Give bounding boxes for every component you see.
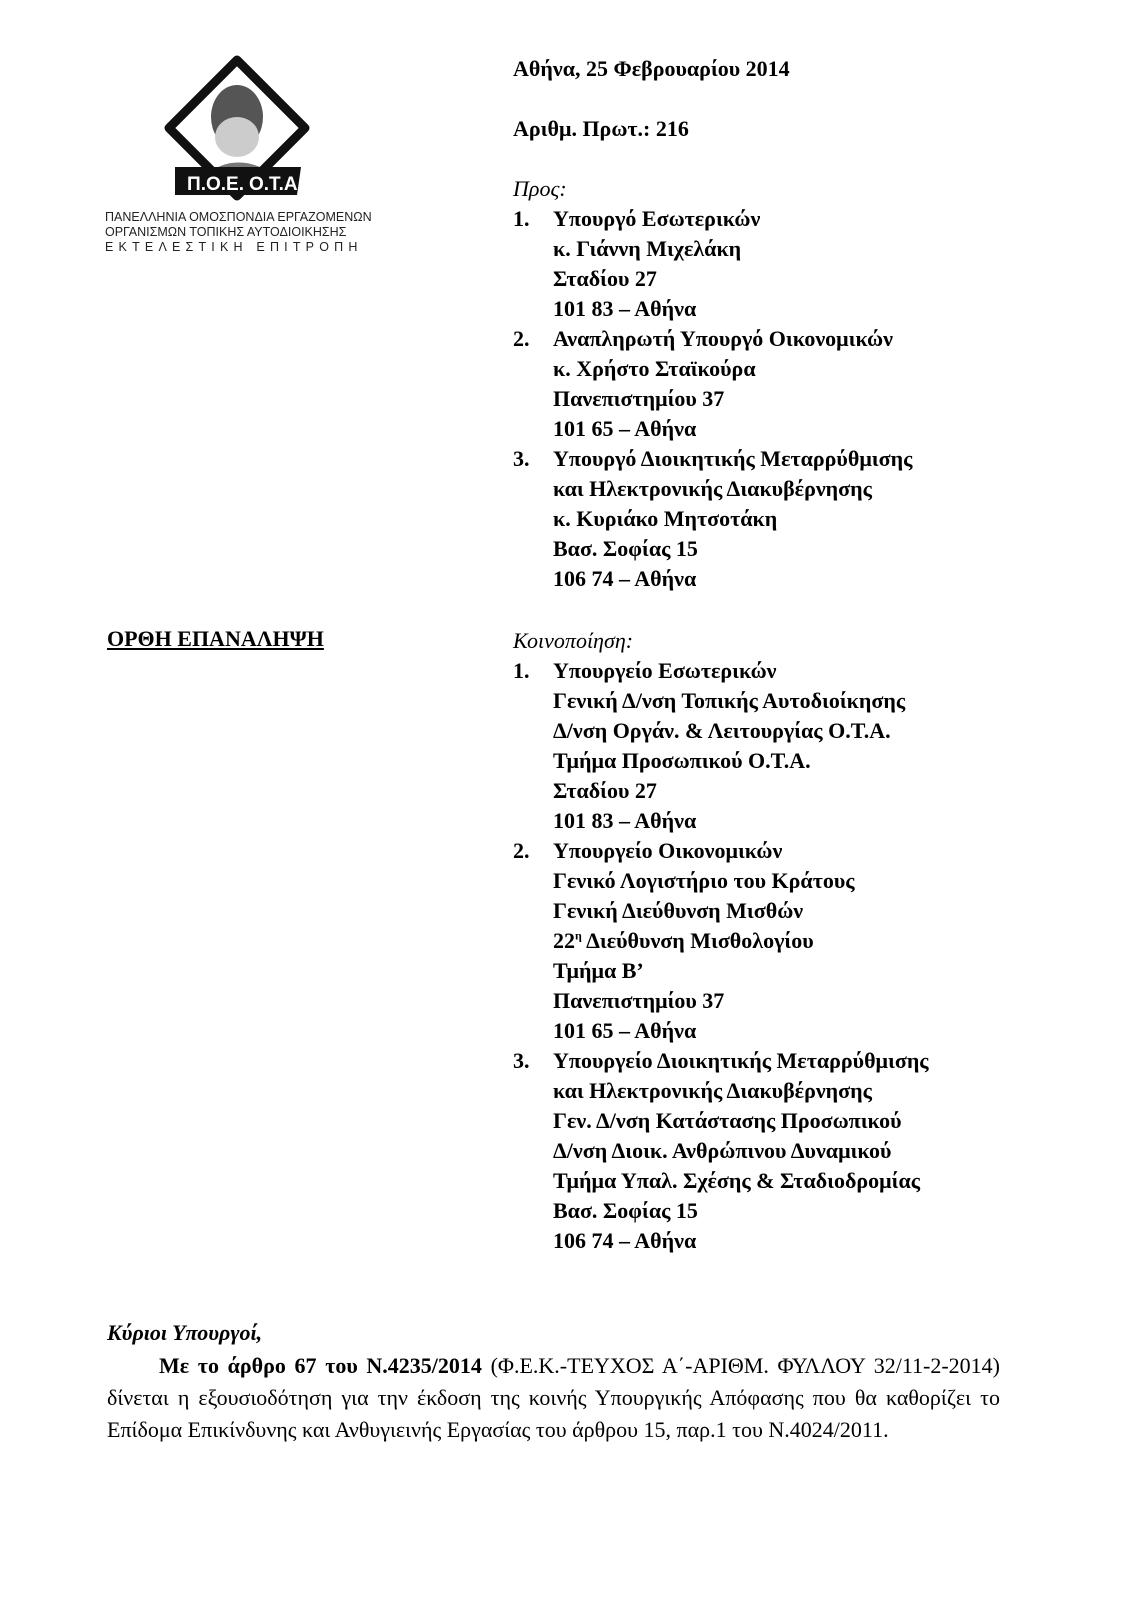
org-name-line-2: ΟΡΓΑΝΙΣΜΩΝ ΤΟΠΙΚΗΣ ΑΥΤΟΔΙΟΙΚΗΣΗΣ: [105, 225, 347, 239]
address-line: κ. Κυριάκο Μητσοτάκη: [553, 506, 778, 531]
address-line: Πανεπιστημίου 37: [553, 386, 725, 411]
item-number: 1.: [513, 658, 530, 683]
paragraph-text: (Φ.Ε.Κ.-ΤΕΥΧΟΣ Α΄-ΑΡΙΘΜ. ΦΥΛΛΟΥ 32/11-2-2014) δίνεται η εξουσιοδότηση για την έκδοση της κοινής Υπουργικής Απόφασης που θα καθορίζει το Επίδομα Επικίνδυνης και Ανθυγιεινής Εργασίας του άρθρου 15, παρ.1 του Ν.4024/2011.: [107, 1353, 1000, 1442]
address-line: Υπουργείο Οικονομικών: [553, 838, 783, 863]
address-line: Τμήμα Β’: [553, 958, 644, 983]
address-line: Γεν. Δ/νση Κατάστασης Προσωπικού: [553, 1108, 902, 1133]
address-line: Δ/νση Διοικ. Ανθρώπινου Δυναμικού: [553, 1138, 892, 1163]
address-line: $22^\eta$ Διεύθυνση Μισθολογίου: [553, 928, 814, 953]
address-line: Γενικό Λογιστήριο του Κράτους: [553, 868, 855, 893]
address-line: Σταδίου 27: [553, 266, 657, 291]
letter-body: [107, 1316, 1000, 1446]
protocol-number: Αριθμ. Πρωτ.: 216: [513, 116, 689, 141]
address-line: Γενική Διεύθυνση Μισθών: [553, 898, 804, 923]
address-line: Σταδίου 27: [553, 778, 657, 803]
correction-notice: ΟΡΘΗ ΕΠΑΝΑΛΗΨΗ: [107, 626, 324, 651]
address-line: Πανεπιστημίου 37: [553, 988, 725, 1013]
item-number: 3.: [513, 1048, 530, 1073]
address-line: Τμήμα Προσωπικού Ο.Τ.Α.: [553, 748, 811, 773]
list-item: [513, 656, 929, 836]
item-address: [553, 204, 760, 324]
address-line: Βασ. Σοφίας 15: [553, 1198, 698, 1223]
recipients-list: [513, 204, 929, 594]
item-number: 1.: [513, 206, 530, 231]
cc-list: [513, 656, 929, 1256]
svg-text:Π.Ο.Ε.: Π.Ο.Ε.: [187, 174, 245, 195]
list-item: [513, 444, 929, 594]
salutation: Κύριοι Υπουργοί,: [107, 1320, 263, 1345]
item-address: [553, 1046, 929, 1256]
list-item: [513, 204, 929, 324]
paragraph: [107, 1350, 1000, 1446]
logo-emblem-icon: [105, 55, 370, 205]
date: Αθήνα, 25 Φεβρουαρίου 2014: [513, 56, 790, 81]
recipients-label: Προς:: [513, 176, 567, 201]
address-line: και Ηλεκτρονικής Διακυβέρνησης: [553, 1078, 872, 1103]
address-line: και Ηλεκτρονικής Διακυβέρνησης: [553, 476, 872, 501]
item-number: 3.: [513, 446, 530, 471]
paragraph-bold-lead: Με το άρθρο 67 του Ν.4235/2014: [159, 1353, 482, 1378]
item-number: 2.: [513, 838, 530, 863]
org-name-line-3: ΕΚΤΕΛΕΣΤΙΚΗ ΕΠΙΤΡΟΠΗ: [105, 240, 363, 254]
item-number: 2.: [513, 326, 530, 351]
list-item: [513, 836, 929, 1046]
list-item: [513, 1046, 929, 1256]
address-line: 101 65 – Αθήνα: [553, 416, 697, 441]
address-line: Υπουργείο Εσωτερικών: [553, 658, 777, 683]
address-line: Δ/νση Οργάν. & Λειτουργίας Ο.Τ.Α.: [553, 718, 891, 743]
svg-text:Ο.Τ.Α.: Ο.Τ.Α.: [249, 174, 303, 195]
address-line: 101 83 – Αθήνα: [553, 296, 697, 321]
address-line: 106 74 – Αθήνα: [553, 566, 697, 591]
address-line: 101 65 – Αθήνα: [553, 1018, 697, 1043]
item-address: [553, 656, 905, 836]
org-name-line-1: ΠΑΝΕΛΛΗΝΙΑ ΟΜΟΣΠΟΝΔΙΑ ΕΡΓΑΖΟΜΕΝΩΝ: [105, 210, 372, 224]
address-line: 101 83 – Αθήνα: [553, 808, 697, 833]
address-line: Αναπληρωτή Υπουργό Οικονομικών: [553, 326, 893, 351]
address-line: κ. Γιάννη Μιχελάκη: [553, 236, 742, 261]
address-line: Τμήμα Υπαλ. Σχέσης & Σταδιοδρομίας: [553, 1168, 921, 1193]
address-line: 106 74 – Αθήνα: [553, 1228, 697, 1253]
item-address: [553, 444, 912, 594]
item-address: [553, 324, 893, 444]
item-address: [553, 836, 855, 1046]
address-line: Γενική Δ/νση Τοπικής Αυτοδιοίκησης: [553, 688, 906, 713]
cc-label: Κοινοποίηση:: [513, 628, 634, 653]
address-line: Υπουργό Διοικητικής Μεταρρύθμισης: [553, 446, 913, 471]
address-block: [513, 54, 929, 1256]
address-line: κ. Χρήστο Σταϊκούρα: [553, 356, 756, 381]
address-line: Υπουργό Εσωτερικών: [553, 206, 761, 231]
list-item: [513, 324, 929, 444]
address-line: Βασ. Σοφίας 15: [553, 536, 698, 561]
address-line: Υπουργείο Διοικητικής Μεταρρύθμισης: [553, 1048, 929, 1073]
organization-logo: [105, 55, 370, 255]
